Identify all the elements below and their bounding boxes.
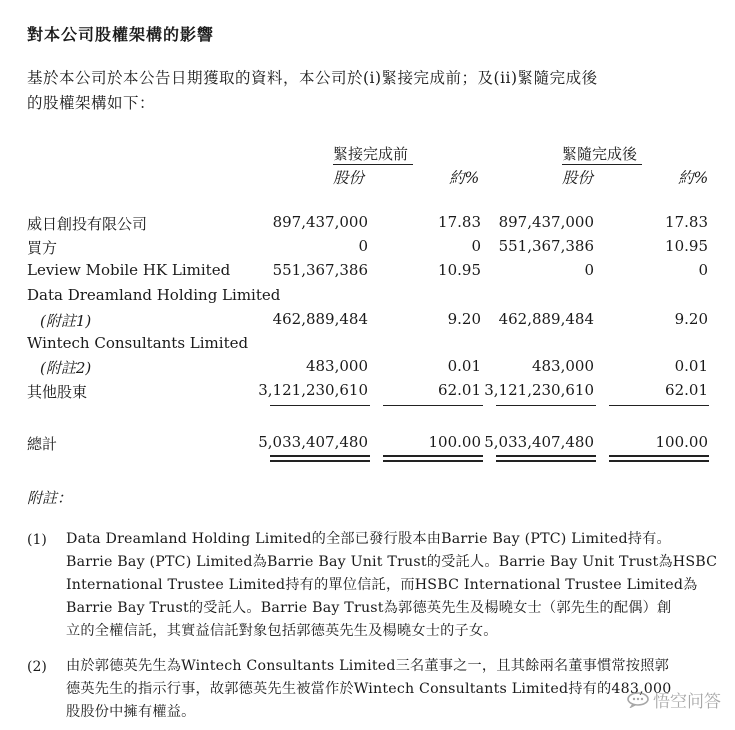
section-heading: 對本公司股權架構的影響 <box>27 25 215 44</box>
total-double-rule <box>609 460 709 462</box>
total-label: 總計 <box>27 435 58 453</box>
cell-after-pct: 0.01 <box>674 357 708 375</box>
cell-before-pct: 0.01 <box>447 357 481 375</box>
row-label: 買方 <box>27 239 58 257</box>
total-double-rule <box>383 460 483 462</box>
cell-after-pct: 10.95 <box>665 237 708 255</box>
cell-after-shares: 483,000 <box>531 357 594 375</box>
footnote-1 <box>66 528 718 643</box>
subtotal-rule <box>383 405 483 406</box>
header-pct-after: 約% <box>678 169 709 187</box>
row-label: 威日創投有限公司 <box>27 215 148 233</box>
total-before-shares: 5,033,407,480 <box>258 433 368 451</box>
footnote-number: (2) <box>27 659 47 675</box>
cell-before-shares: 3,121,230,610 <box>258 381 368 399</box>
cell-after-pct: 9.20 <box>674 310 708 328</box>
header-underline <box>333 164 413 165</box>
footnote-line: Data Dreamland Holding Limited的全部已發行股本由Barrie Bay (PTC) Limited持有。 <box>66 531 671 547</box>
row-label: Leview Mobile HK Limited <box>27 261 231 279</box>
cell-before-shares: 483,000 <box>305 357 368 375</box>
row-label: 其他股東 <box>27 383 88 401</box>
footnote-number: (1) <box>27 532 47 548</box>
footnote-line: International Trustee Limited持有的單位信託，而HSBC International Trustee Limited為 <box>66 577 698 593</box>
cell-before-pct: 17.83 <box>438 213 481 231</box>
intro-line: 的股權架構如下： <box>27 94 156 112</box>
chat-bubble-logo-icon <box>627 692 649 708</box>
subtotal-rule <box>270 405 370 406</box>
header-before-completion: 緊接完成前 <box>333 145 409 163</box>
cell-before-shares: 551,367,386 <box>272 261 368 279</box>
total-before-pct: 100.00 <box>428 433 481 451</box>
row-label: Wintech Consultants Limited <box>27 334 249 352</box>
cell-before-shares: 462,889,484 <box>272 310 368 328</box>
total-double-rule <box>270 455 370 457</box>
cell-before-pct: 0 <box>471 237 481 255</box>
cell-before-pct: 10.95 <box>438 261 481 279</box>
total-double-rule <box>609 455 709 457</box>
cell-before-pct: 62.01 <box>438 381 481 399</box>
header-underline <box>562 164 642 165</box>
intro-paragraph <box>27 66 717 116</box>
cell-after-shares: 897,437,000 <box>498 213 594 231</box>
total-after-pct: 100.00 <box>655 433 708 451</box>
cell-after-pct: 62.01 <box>665 381 708 399</box>
total-double-rule <box>496 455 596 457</box>
total-after-shares: 5,033,407,480 <box>484 433 594 451</box>
cell-after-shares: 3,121,230,610 <box>484 381 594 399</box>
header-shares-after: 股份 <box>562 169 594 187</box>
cell-after-shares: 0 <box>584 261 594 279</box>
intro-line: 基於本公司於本公告日期獲取的資料，本公司於(i)緊接完成前；及(ii)緊隨完成後 <box>27 69 598 87</box>
cell-after-pct: 0 <box>698 261 708 279</box>
cell-after-shares: 462,889,484 <box>498 310 594 328</box>
cell-before-shares: 0 <box>358 237 368 255</box>
cell-after-shares: 551,367,386 <box>498 237 594 255</box>
footnote-line: 股股份中擁有權益。 <box>66 704 196 720</box>
cell-before-shares: 897,437,000 <box>272 213 368 231</box>
row-label: Data Dreamland Holding Limited <box>27 286 281 304</box>
header-pct-before: 約% <box>449 169 480 187</box>
subtotal-rule <box>496 405 596 406</box>
footnote-line: Barrie Bay Trust的受託人。Barrie Bay Trust為郭德英先生及楊曉女士（郭先生的配偶）創 <box>66 600 672 616</box>
footnote-line: Barrie Bay (PTC) Limited為Barrie Bay Unit Trust的受託人。Barrie Bay Unit Trust為HSBC <box>66 554 718 570</box>
header-after-completion: 緊隨完成後 <box>562 145 638 163</box>
header-shares-before: 股份 <box>333 169 365 187</box>
watermark <box>627 687 721 712</box>
total-double-rule <box>496 460 596 462</box>
footnote-2 <box>66 655 711 724</box>
subtotal-rule <box>609 405 709 406</box>
total-double-rule <box>270 460 370 462</box>
total-double-rule <box>383 455 483 457</box>
cell-before-pct: 9.20 <box>447 310 481 328</box>
footnote-line: 立的全權信託，其實益信託對象包括郭德英先生及楊曉女士的子女。 <box>66 623 498 639</box>
row-note-ref: (附註2) <box>40 359 92 377</box>
footnote-line: 德英先生的指示行事，故郭德英先生被當作於Wintech Consultants Limited持有的483,000 <box>66 681 672 697</box>
notes-title: 附註： <box>27 489 73 507</box>
watermark-text: 悟空问答 <box>653 692 721 712</box>
cell-after-pct: 17.83 <box>665 213 708 231</box>
row-note-ref: (附註1) <box>40 312 92 330</box>
footnote-line: 由於郭德英先生為Wintech Consultants Limited三名董事之一，且其餘兩名董事慣常按照郭 <box>66 658 669 674</box>
